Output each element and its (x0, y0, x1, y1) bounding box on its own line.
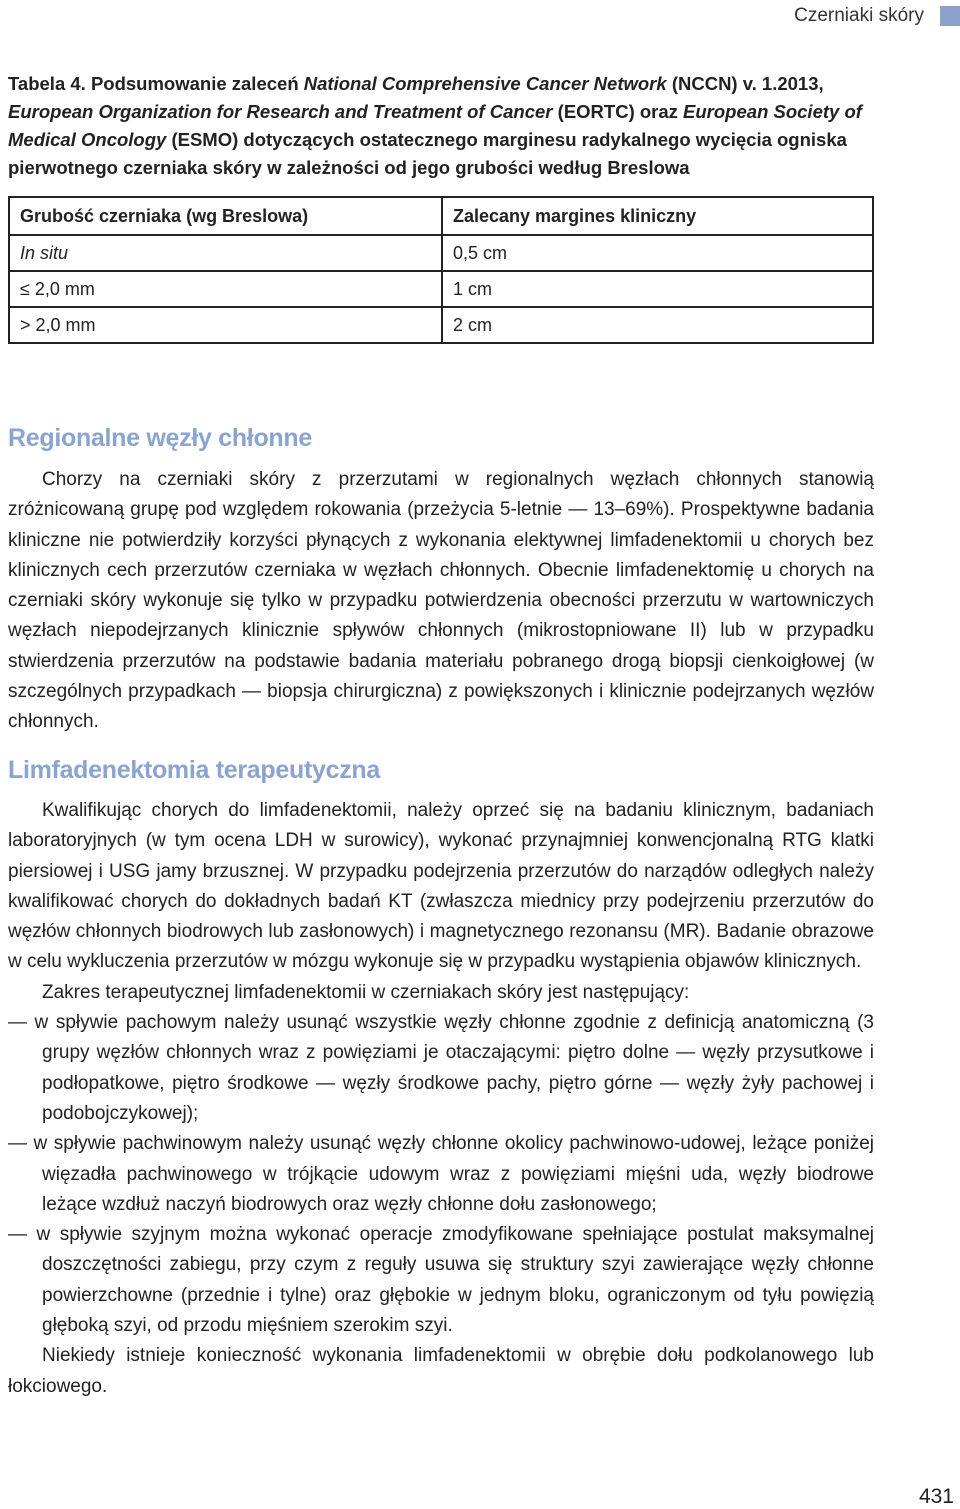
header-margin: Zalecany margines kliniczny (442, 197, 873, 235)
running-header (794, 4, 960, 28)
list-item: — w spływie pachwinowym należy usunąć węzły chłonne okolicy pachwinowo-udowej, leżące poniżej więzadła pachwinowego w trójkącie udowym wraz z powięziami mięśni uda, węzły biodrowe leżące wzdłuż naczyń biodrowych oraz węzły chłonne dołu zasłonowego; (8, 1133, 874, 1215)
cell-margin: 2 cm (442, 307, 873, 343)
section-therapeutic-body (8, 796, 874, 1402)
paragraph: Chorzy na czerniaki skóry z przerzutami w regionalnych węzłach chłonnych stanowią zróżnicowaną grupę pod względem rokowania (przeżycia 5-letnie — 13–69%). Prospektywne badania kliniczne nie potwierdziły korzyści płynących z wykonania elektywnej limfadenektomii u chorych bez klinicznych cech przerzutów czerniaka w węzłach chłonnych. Obecnie limfadenektomię u chorych na czerniaki skóry wykonuje się tylko w przypadku potwierdzenia obecności przerzutu w wartowniczych węzłach niepodejrzanych klinicznie spływów chłonnych (mikrostopniowane II) lub w przypadku stwierdzenia przerzutów na podstawie badania materiału pobranego drogą biopsji cienkoigłowej (w szczególnych przypadkach — biopsja chirurgiczna) z powiększonych i klinicznie podejrzanych węzłów chłonnych. (8, 469, 874, 733)
scope-list (8, 1008, 874, 1341)
table-row (9, 307, 873, 343)
cell-margin: 0,5 cm (442, 235, 873, 271)
cell-margin: 1 cm (442, 271, 873, 307)
section-heading-regional-nodes: Regionalne węzły chłonne (8, 424, 312, 452)
table-row (9, 271, 873, 307)
paragraph: Zakres terapeutycznej limfadenektomii w czerniakach skóry jest następujący: (42, 981, 690, 1003)
paragraph: Niekiedy istnieje konieczność wykonania limfadenektomii w obrębie dołu podkolanowego lub łokciowego. (8, 1345, 874, 1397)
cell-thickness: ≤ 2,0 mm (9, 271, 442, 307)
table-row (9, 235, 873, 271)
cell-thickness: In situ (9, 235, 442, 271)
list-item: — w spływie szyjnym można wykonać operacje zmodyfikowane spełniające postulat maksymalnej doszczętności zabiegu, przy czym z reguły usuwa się struktury szyi zawierające węzły chłonne powierzchowne (przednie i tylne) oraz głębokie w jednym bloku, ograniczonym od tyłu powięzią głęboką szyi, od przodu mięśniem szerokim szyi. (8, 1224, 874, 1337)
section-heading-therapeutic-lymphadenectomy: Limfadenektomia terapeutyczna (8, 756, 380, 784)
header-thickness: Grubość czerniaka (wg Breslowa) (9, 197, 442, 235)
header-title: Czerniaki skóry (794, 5, 924, 26)
margin-table (8, 196, 874, 344)
table-caption: Tabela 4. Podsumowanie zaleceń National Comprehensive Cancer Network (NCCN) v. 1.2013, European Organization for Research and Treatment of Cancer (EORTC) oraz European Society of Medical Oncology (ESMO) dotyczących ostatecznego marginesu radykalnego wycięcia ogniska pierwotnego czerniaka skóry w zależności od jego grubości według Breslowa (8, 73, 862, 178)
header-square-marker (940, 6, 960, 26)
cell-thickness: > 2,0 mm (9, 307, 442, 343)
paragraph: Kwalifikując chorych do limfadenektomii, należy oprzeć się na badaniu klinicznym, badaniach laboratoryjnych (w tym ocena LDH w surowicy), wykonać przynajmniej konwencjonalną RTG klatki piersiowej i USG jamy brzusznej. W przypadku podejrzenia przerzutów do narządów odległych należy kwalifikować chorych do dokładnych badań KT (zwłaszcza miednicy przy podejrzeniu przerzutów do węzłów chłonnych biodrowych lub zasłonowych) i magnetycznego rezonansu (MR). Badanie obrazowe w celu wykluczenia przerzutów w mózgu wykonuje się w przypadku wystąpienia objawów klinicznych. (8, 800, 874, 973)
table-header-row (9, 197, 873, 235)
section-regional-nodes-body (8, 465, 874, 738)
page-number: 431 (918, 1485, 954, 1508)
list-item: — w spływie pachowym należy usunąć wszystkie węzły chłonne zgodnie z definicją anatomiczną (3 grupy węzłów chłonnych wraz z powięziami je otaczającymi: piętro dolne — węzły przysutkowe i podłopatkowe, piętro środkowe — węzły środkowe pachy, piętro górne — węzły żyły pachowej i podobojczykowej); (8, 1012, 874, 1124)
